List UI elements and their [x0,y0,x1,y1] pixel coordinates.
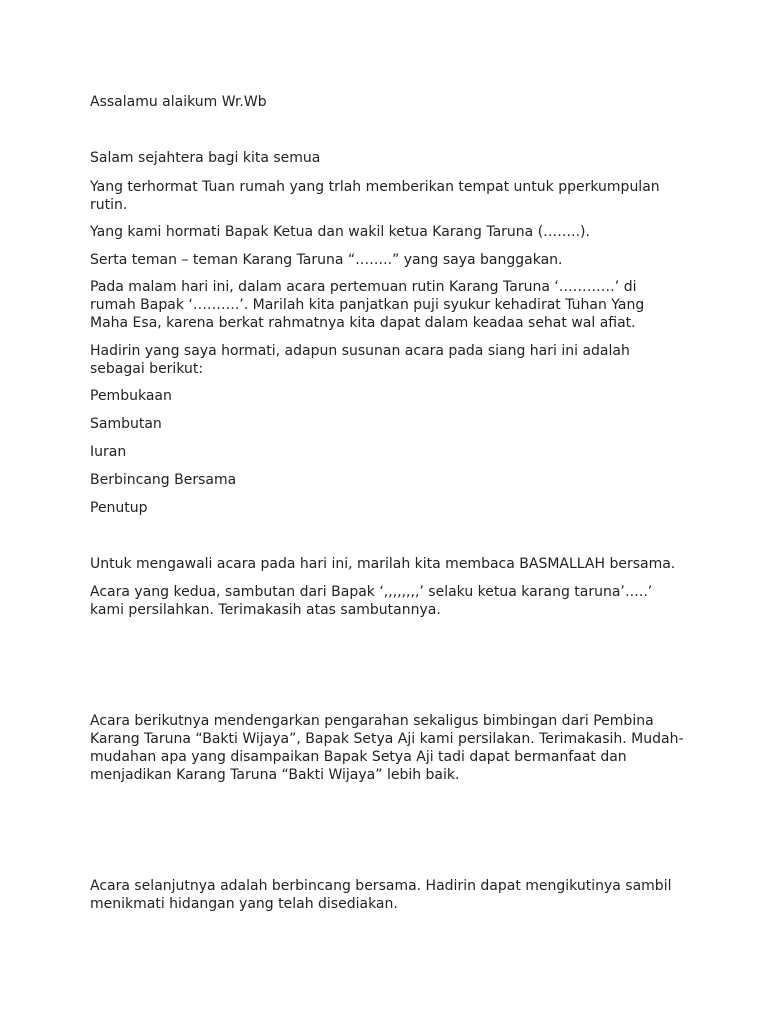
agenda-item: Pembukaan [90,388,172,404]
agenda-intro-line-1: Hadirin yang saya hormati, adapun susunan acara pada siang hari ini adalah [90,343,630,359]
host-line-1: Yang terhormat Tuan rumah yang trlah memberikan tempat untuk pperkumpulan [90,179,660,195]
next-event-line-1: Acara berikutnya mendengarkan pengarahan sekaligus bimbingan dari Pembina [90,713,654,729]
chair-line: Yang kami hormati Bapak Ketua dan wakil ketua Karang Taruna (……..). [90,224,590,240]
greeting-line: Assalamu alaikum Wr.Wb [90,94,267,110]
next-event-line-4: menjadikan Karang Taruna “Bakti Wijaya” lebih baik. [90,767,460,783]
salam-line: Salam sejahtera bagi kita semua [90,150,321,166]
next-event-line-3: mudahan apa yang disampaikan Bapak Setya Aji tadi dapat bermanfaat dan [90,749,627,765]
agenda-item: Berbincang Bersama [90,472,237,488]
agenda-item: Penutup [90,500,148,516]
second-event-line-2: kami persilahkan. Terimakasih atas sambutannya. [90,602,441,618]
opening-line-1: Pada malam hari ini, dalam acara pertemuan rutin Karang Taruna ‘…………’ di [90,279,637,295]
last-event-line-2: menikmati hidangan yang telah disediakan. [90,896,398,912]
agenda-item: Sambutan [90,416,162,432]
basmallah-line: Untuk mengawali acara pada hari ini, marilah kita membaca BASMALLAH bersama. [90,556,676,572]
second-event-line-1: Acara yang kedua, sambutan dari Bapak ‘,,,,,,,,’ selaku ketua karang taruna’…..’ [90,584,653,600]
opening-line-2: rumah Bapak ‘……….’. Marilah kita panjatkan puji syukur kehadirat Tuhan Yang [90,297,645,313]
agenda-item: Iuran [90,444,127,460]
opening-line-3: Maha Esa, karena berkat rahmatnya kita dapat dalam keadaa sehat wal afiat. [90,315,636,331]
last-event-line-1: Acara selanjutnya adalah berbincang bersama. Hadirin dapat mengikutinya sambil [90,878,672,894]
next-event-line-2: Karang Taruna “Bakti Wijaya”, Bapak Setya Aji kami persilakan. Terimakasih. Mudah- [90,731,684,747]
friends-line: Serta teman – teman Karang Taruna “……..” yang saya banggakan. [90,252,563,268]
host-line-2: rutin. [90,197,128,213]
agenda-intro-line-2: sebagai berikut: [90,361,204,377]
